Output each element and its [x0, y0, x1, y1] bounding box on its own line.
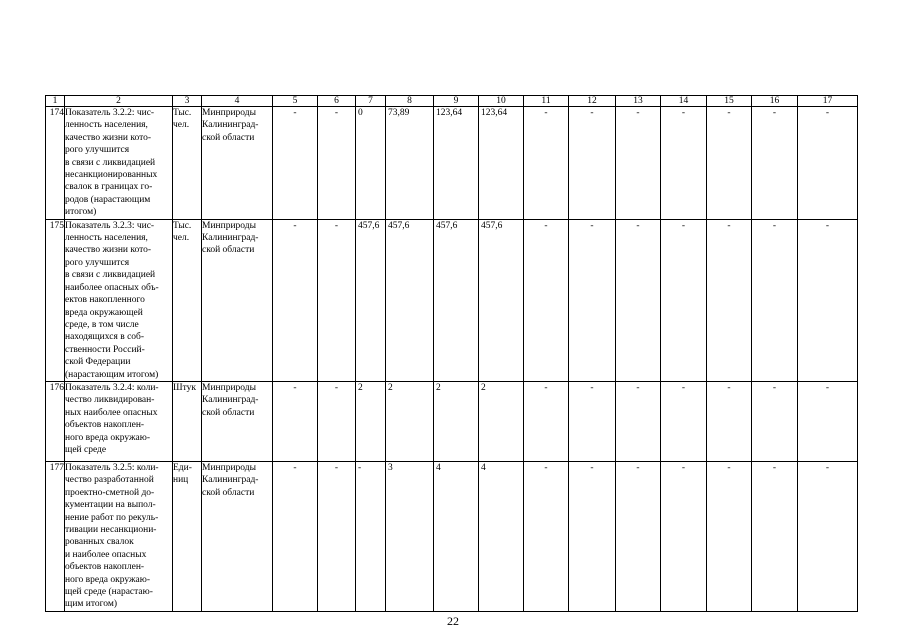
- value-cell-col-8: 2: [386, 381, 434, 461]
- value-cell-col-16: -: [752, 381, 798, 461]
- value-cell-col-5: -: [273, 381, 318, 461]
- responsible-org-cell: Минприроды Калининград- ской области: [202, 107, 273, 220]
- value-cell-col-14: -: [661, 461, 707, 611]
- value-cell-col-7: -: [356, 461, 386, 611]
- value-cell-col-11: -: [524, 461, 569, 611]
- value-cell-col-14: -: [661, 381, 707, 461]
- value-cell-col-13: -: [616, 461, 661, 611]
- header-row: [46, 96, 858, 107]
- responsible-org-cell: Минприроды Калининград- ской области: [202, 381, 273, 461]
- value-cell-col-5: -: [273, 107, 318, 220]
- indicator-cell: Показатель 3.2.2: чис- ленность населения, качество жизни кото- рого улучшится в связи с ликвидацией несанкционированных свалок в границах го- родов (нарастающим итогом): [65, 107, 173, 220]
- value-cell-col-8: 3: [386, 461, 434, 611]
- row-number: 175: [46, 219, 65, 381]
- value-cell-col-10: 457,6: [479, 219, 524, 381]
- column-header-3: 3: [173, 96, 202, 107]
- indicator-cell: Показатель 3.2.5: коли- чество разработанной проектно-сметной до- кументации на выпол- нение работ по рекуль- тивации несанкциони- рованных свалок и наиболее опасных объектов накоплен- ного вреда окружаю- щей среде (нарастаю- щим итогом): [65, 461, 173, 611]
- value-cell-col-7: 0: [356, 107, 386, 220]
- value-cell-col-16: -: [752, 461, 798, 611]
- column-header-11: 11: [524, 96, 569, 107]
- value-cell-col-12: -: [569, 381, 616, 461]
- column-header-1: 1: [46, 96, 65, 107]
- value-cell-col-6: -: [318, 461, 356, 611]
- value-cell-col-11: -: [524, 381, 569, 461]
- row-number: 177: [46, 461, 65, 611]
- responsible-org-cell: Минприроды Калининград- ской области: [202, 219, 273, 381]
- column-header-6: 6: [318, 96, 356, 107]
- column-header-14: 14: [661, 96, 707, 107]
- page-number: 22: [447, 614, 459, 628]
- value-cell-col-17: -: [798, 219, 858, 381]
- value-cell-col-10: 2: [479, 381, 524, 461]
- value-cell-col-17: -: [798, 107, 858, 220]
- value-cell-col-6: -: [318, 107, 356, 220]
- column-header-9: 9: [434, 96, 479, 107]
- row-number: 174: [46, 107, 65, 220]
- value-cell-col-9: 457,6: [434, 219, 479, 381]
- value-cell-col-5: -: [273, 219, 318, 381]
- indicator-cell: Показатель 3.2.4: коли- чество ликвидирован- ных наиболее опасных объектов накоплен- ного вреда окружаю- щей среде: [65, 381, 173, 461]
- value-cell-col-8: 73,89: [386, 107, 434, 220]
- column-header-12: 12: [569, 96, 616, 107]
- unit-cell: Еди- ниц: [173, 461, 202, 611]
- value-cell-col-14: -: [661, 219, 707, 381]
- value-cell-col-6: -: [318, 219, 356, 381]
- value-cell-col-15: -: [707, 461, 752, 611]
- value-cell-col-7: 457,6: [356, 219, 386, 381]
- unit-cell: Тыс. чел.: [173, 107, 202, 220]
- column-header-5: 5: [273, 96, 318, 107]
- column-header-4: 4: [202, 96, 273, 107]
- indicators-table: [45, 95, 858, 612]
- value-cell-col-10: 4: [479, 461, 524, 611]
- table-row: [46, 461, 858, 611]
- column-header-15: 15: [707, 96, 752, 107]
- value-cell-col-15: -: [707, 107, 752, 220]
- value-cell-col-8: 457,6: [386, 219, 434, 381]
- value-cell-col-11: -: [524, 107, 569, 220]
- value-cell-col-14: -: [661, 107, 707, 220]
- unit-cell: Штук: [173, 381, 202, 461]
- value-cell-col-15: -: [707, 219, 752, 381]
- value-cell-col-11: -: [524, 219, 569, 381]
- column-header-16: 16: [752, 96, 798, 107]
- table-row: [46, 381, 858, 461]
- indicator-cell: Показатель 3.2.3: чис- ленность населения, качество жизни кото- рого улучшится в связи с ликвидацией наиболее опасных объ- ектов накопленного вреда окружающей среде, в том числе находящихся в соб- ственности Россий- ской Федерации (нарастающим итогом): [65, 219, 173, 381]
- value-cell-col-16: -: [752, 107, 798, 220]
- value-cell-col-13: -: [616, 107, 661, 220]
- column-header-7: 7: [356, 96, 386, 107]
- table-row: [46, 219, 858, 381]
- value-cell-col-12: -: [569, 461, 616, 611]
- responsible-org-cell: Минприроды Калининград- ской области: [202, 461, 273, 611]
- value-cell-col-7: 2: [356, 381, 386, 461]
- value-cell-col-17: -: [798, 461, 858, 611]
- value-cell-col-16: -: [752, 219, 798, 381]
- unit-cell: Тыс. чел.: [173, 219, 202, 381]
- value-cell-col-17: -: [798, 381, 858, 461]
- value-cell-col-9: 2: [434, 381, 479, 461]
- value-cell-col-6: -: [318, 381, 356, 461]
- column-header-13: 13: [616, 96, 661, 107]
- value-cell-col-12: -: [569, 219, 616, 381]
- table-body: [46, 107, 858, 612]
- row-number: 176: [46, 381, 65, 461]
- table-row: [46, 107, 858, 220]
- value-cell-col-12: -: [569, 107, 616, 220]
- value-cell-col-15: -: [707, 381, 752, 461]
- column-header-8: 8: [386, 96, 434, 107]
- value-cell-col-9: 123,64: [434, 107, 479, 220]
- column-header-2: 2: [65, 96, 173, 107]
- column-header-17: 17: [798, 96, 858, 107]
- value-cell-col-9: 4: [434, 461, 479, 611]
- value-cell-col-10: 123,64: [479, 107, 524, 220]
- value-cell-col-13: -: [616, 219, 661, 381]
- value-cell-col-5: -: [273, 461, 318, 611]
- column-header-10: 10: [479, 96, 524, 107]
- value-cell-col-13: -: [616, 381, 661, 461]
